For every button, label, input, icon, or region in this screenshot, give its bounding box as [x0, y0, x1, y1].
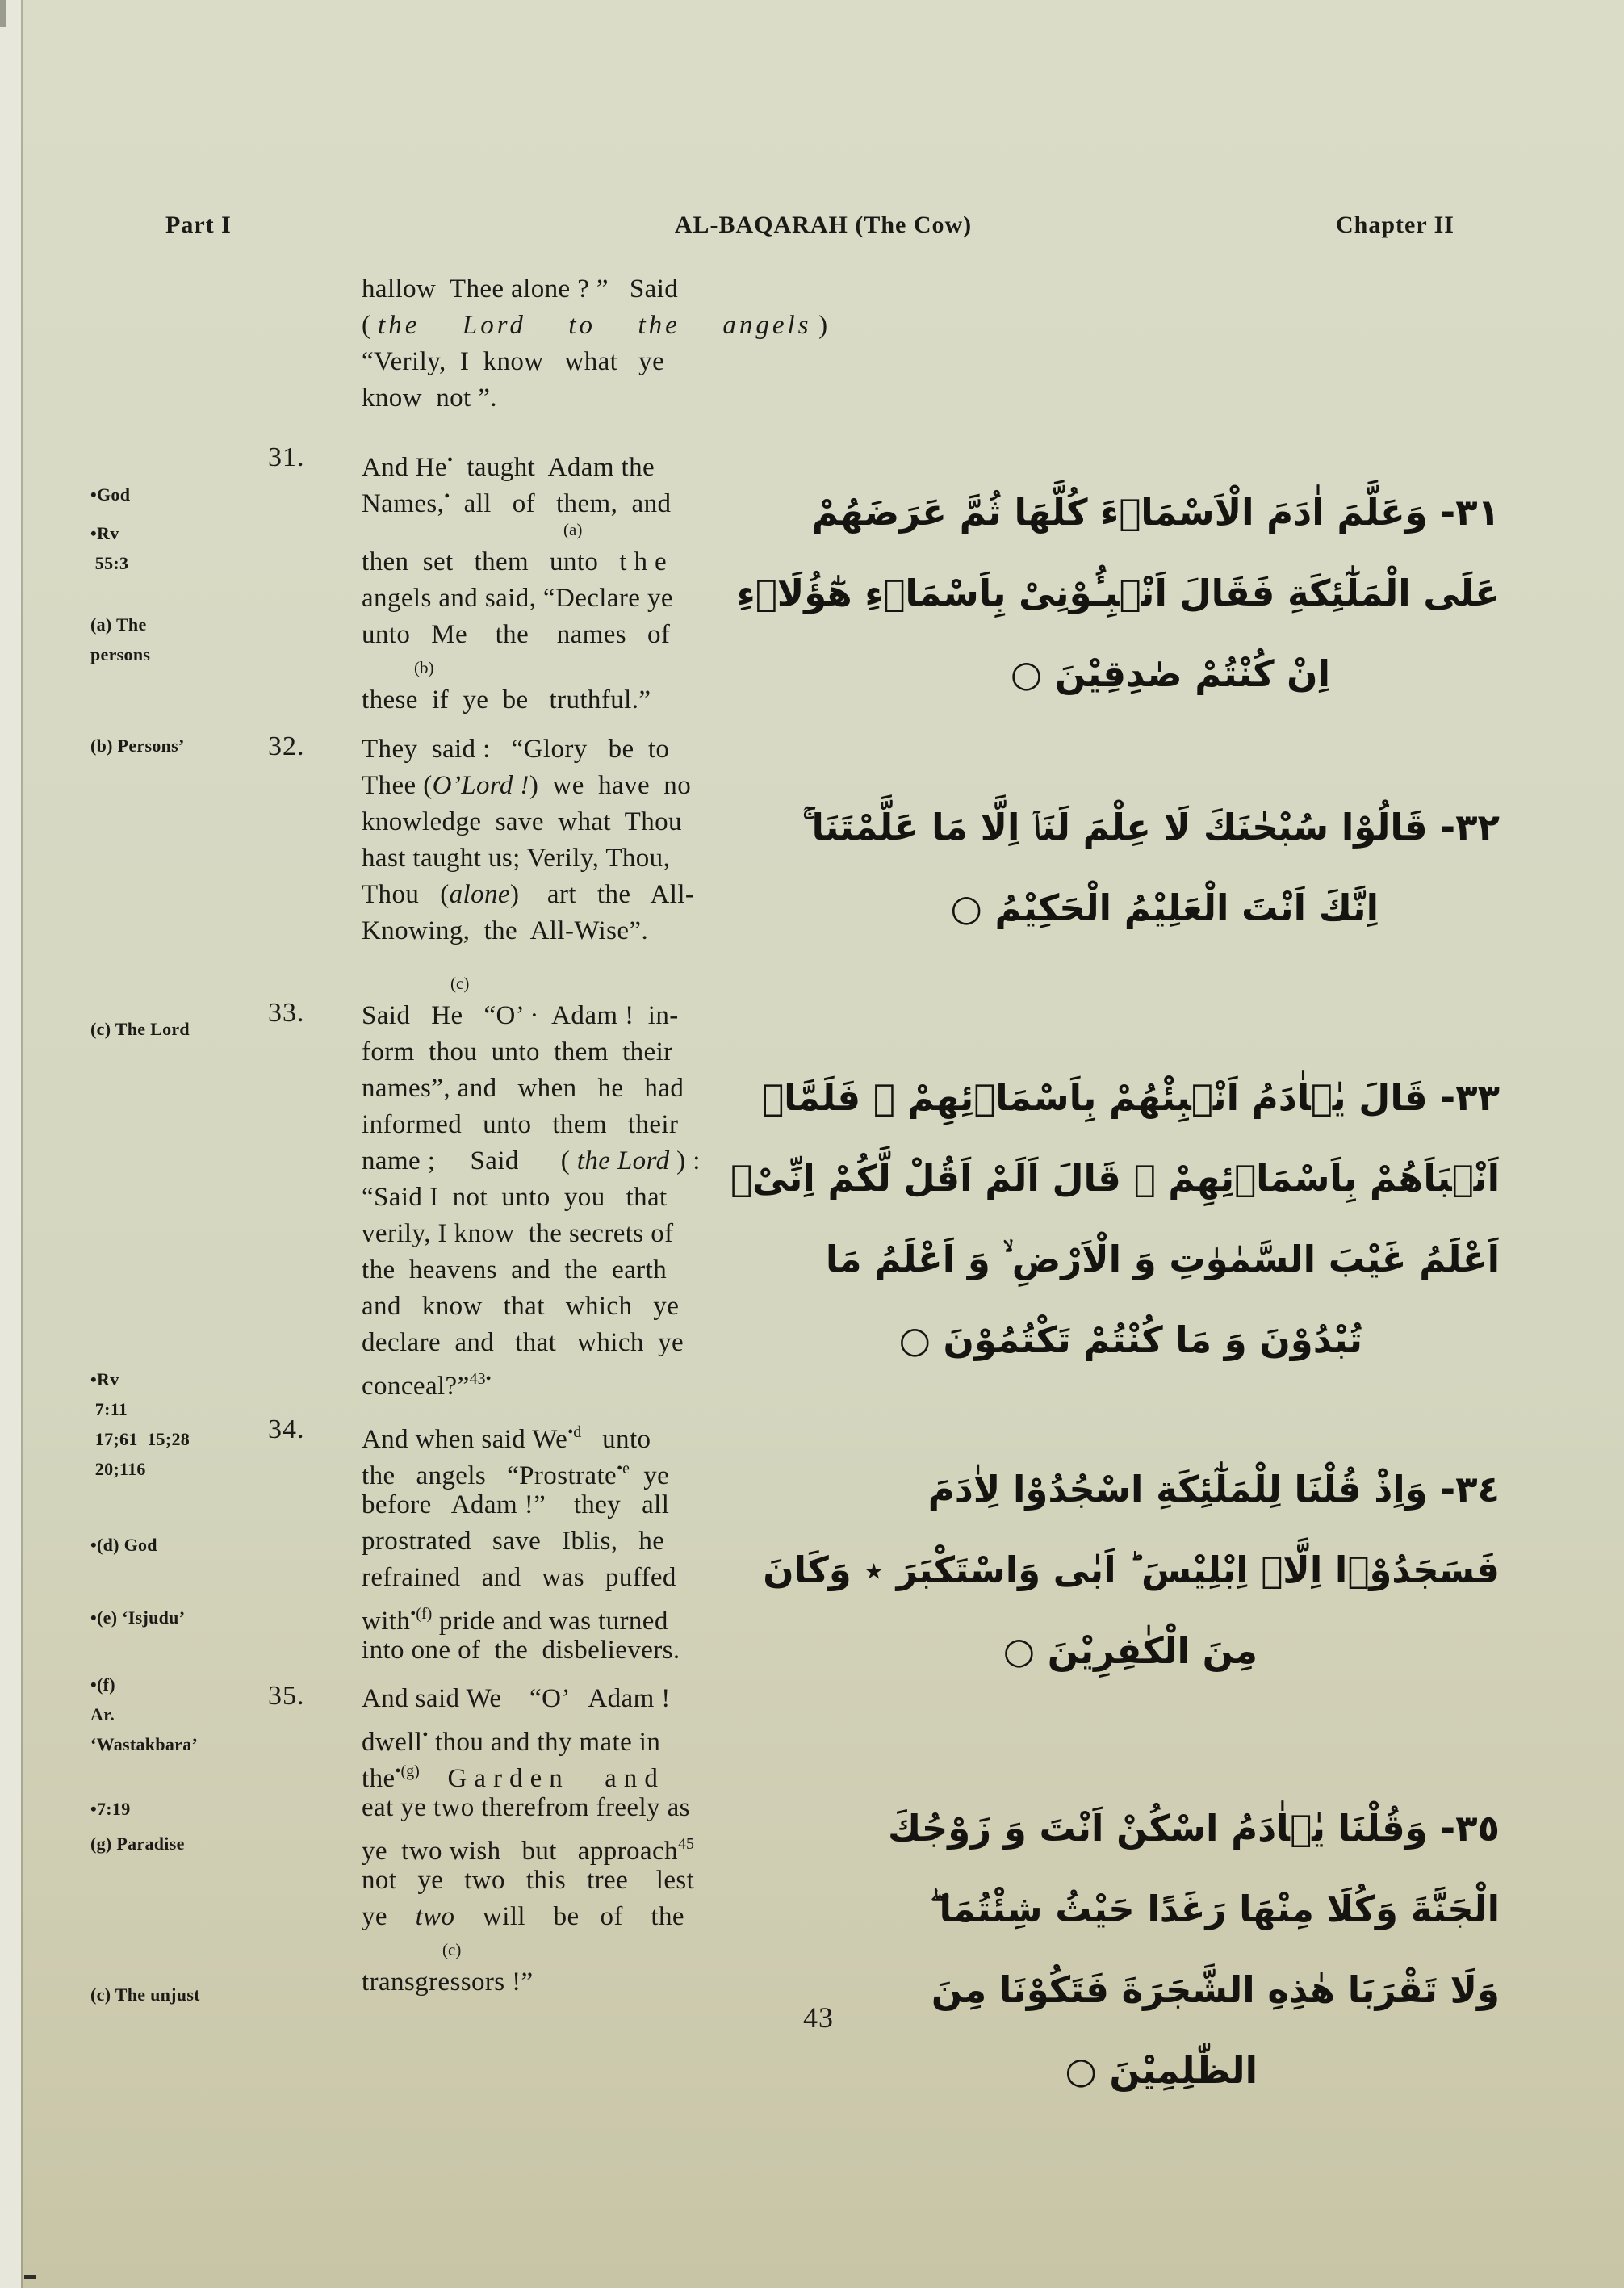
surah-name-translation: (The Cow): [855, 212, 973, 238]
english-text-segment: pride and was turned: [432, 1607, 668, 1636]
margin-note-line: •God: [90, 484, 131, 505]
english-text-line: know not ”.: [362, 383, 497, 413]
english-text-line: [362, 479, 870, 518]
surah-name: AL-BAQARAH: [674, 212, 848, 238]
english-text-line: [362, 308, 870, 344]
margin-note-line: •(f): [90, 1674, 115, 1695]
english-text-line: “Said I not unto you that: [362, 1183, 668, 1212]
english-text-line: [362, 768, 870, 804]
english-text-segment: the: [362, 1764, 396, 1793]
english-text-line: [362, 1754, 870, 1793]
interlinear-note-marker: (c): [442, 1940, 462, 1959]
english-text-line: [362, 1826, 870, 1866]
footnote-marker: •: [422, 1726, 429, 1744]
arabic-text-line: ٣٣- قَالَ يٰۤاٰدَمُ اَنْۢبِئْهُمْ بِاَسْمَاۤئِهِمْ ۚ فَلَمَّاۤ: [762, 1076, 1500, 1119]
arabic-verse-block: [802, 787, 1500, 949]
english-text-line: declare and that which ye: [362, 1328, 684, 1357]
english-text-segment: will be of the: [454, 1902, 684, 1931]
english-text-segment: with: [362, 1607, 411, 1636]
english-text-segment: (: [362, 311, 379, 340]
english-text-line: [362, 1361, 870, 1401]
arabic-text-line: اِنَّكَ اَنْتَ الْعَلِيْمُ الْحَكِيْمُ ○: [950, 886, 1379, 929]
english-text-line: [362, 1414, 870, 1454]
margin-note-line: Ar.: [90, 1704, 115, 1724]
english-text-line: And said We “O’ Adam !: [362, 1684, 671, 1713]
margin-note-line: (b) Persons’: [90, 735, 185, 756]
arabic-text-line: تُبْدُوْنَ وَ مَا كُنْتُمْ تَكْتُمُوْنَ ○: [898, 1318, 1362, 1361]
english-text-line: [362, 1717, 870, 1757]
footnote-marker: •(g): [395, 1762, 420, 1780]
margin-note-line: (a) The: [90, 614, 147, 635]
english-text-line: transgressors !”: [362, 1967, 534, 1997]
english-text-segment: ) art the All-: [509, 880, 695, 909]
english-text-line: these if ye be truthful.”: [362, 685, 651, 714]
english-text-segment: unto: [581, 1425, 651, 1454]
arabic-text-line: مِنَ الْكٰفِرِيْنَ ○: [1002, 1629, 1258, 1672]
english-text-line: [362, 442, 870, 482]
margin-note-line: •(d) God: [90, 1535, 157, 1555]
english-text-line: They said : “Glory be to: [362, 735, 670, 764]
english-text-line: verily, I know the secrets of: [362, 1219, 674, 1248]
footnote-marker: •d: [567, 1423, 582, 1441]
margin-note-line: (c) The unjust: [90, 1984, 200, 2005]
english-text-segment: the Lord to the angels: [378, 311, 812, 340]
english-text-line: names”, and when he had: [362, 1074, 684, 1103]
english-text-segment: Thou (: [362, 880, 450, 909]
arabic-text-line: ٣٢- قَالُوْا سُبْحٰنَكَ لَا عِلْمَ لَنَاۤ اِلَّا مَا عَلَّمْتَنَا ۚ: [802, 806, 1500, 849]
english-text-segment: And He: [362, 453, 447, 482]
english-text-segment: Thee (: [362, 771, 433, 800]
english-text-line: Said He “O’ · Adam ! in-: [362, 1001, 679, 1030]
arabic-text-line: عَلَى الْمَلٰٓئِكَةِ فَقَالَ اَنْۢبِـُٔوْنِىْ بِاَسْمَاۤءِ هٰٓؤُلَاۤءِ: [736, 572, 1500, 614]
verse-number: 33.: [268, 998, 305, 1028]
header-part-label: Part I: [165, 212, 232, 238]
english-text-line: Knowing, the All-Wise”.: [362, 916, 649, 945]
english-text-line: angels and said, “Declare ye: [362, 584, 673, 613]
english-text-segment: taught Adam the: [452, 453, 655, 482]
verse-number: 35.: [268, 1681, 305, 1711]
margin-note-line: 7:11: [90, 1399, 128, 1419]
english-text-line: knowledge save what Thou: [362, 807, 682, 836]
margin-note-line: •7:19: [90, 1799, 131, 1819]
verse-number: 31.: [268, 442, 305, 472]
margin-note-line: 17;61 15;28: [90, 1429, 190, 1449]
english-text-line: eat ye two therefrom freely as: [362, 1793, 690, 1822]
english-verse-block: [362, 731, 870, 949]
english-text-line: informed unto them their: [362, 1110, 679, 1139]
english-text-line: into one of the disbelievers.: [362, 1636, 680, 1665]
english-text-segment: two: [415, 1902, 455, 1931]
english-text-line: [362, 877, 870, 913]
arabic-text-line: ٣٤- وَاِذْ قُلْنَا لِلْمَلٰٓئِكَةِ اسْجُدُوْا لِاٰدَمَ: [927, 1468, 1500, 1511]
english-text-segment: Names,: [362, 489, 445, 518]
verse-number: 32.: [268, 731, 305, 761]
english-text-segment: the Lord: [576, 1146, 670, 1175]
english-text-line: form thou unto them their: [362, 1037, 673, 1066]
margin-note-line: (c) The Lord: [90, 1019, 190, 1039]
arabic-text-line: الظّٰلِمِيْنَ ○: [1065, 2049, 1258, 2092]
margin-note-line: persons: [90, 644, 151, 664]
arabic-text-line: الْجَنَّةَ وَكُلَا مِنْهَا رَغَدًا حَيْثُ شِئْتُمَا ۖ: [930, 1888, 1500, 1930]
english-text-line: refrained and was puffed: [362, 1563, 676, 1592]
arabic-verse-block: [730, 1058, 1500, 1381]
arabic-text-line: ٣١- وَعَلَّمَ اٰدَمَ الْاَسْمَاۤءَ كُلَّهَا ثُمَّ عَرَضَهُمْ: [811, 491, 1500, 534]
english-text-line: not ye two this tree lest: [362, 1866, 695, 1895]
english-text-segment: G a r d e n a n d: [419, 1764, 659, 1793]
page-number: 43: [803, 2001, 834, 2034]
english-text-segment: name ; Said (: [362, 1146, 577, 1175]
arabic-text-line: اَنْۢبَاَهُمْ بِاَسْمَاۤئِهِمْ ۙ قَالَ اَلَمْ اَقُلْ لَّكُمْ اِنِّىْۤ: [730, 1157, 1500, 1200]
footnote-marker: •: [446, 451, 453, 469]
arabic-text-line: وَلَا تَقْرَبَا هٰذِهِ الشَّجَرَةَ فَتَكُوْنَا مِنَ: [931, 1968, 1500, 2011]
english-text-line: before Adam !” they all: [362, 1490, 670, 1519]
margin-note-line: (g) Paradise: [90, 1833, 185, 1854]
arabic-verse-block: [846, 1788, 1500, 2111]
footnote-marker: 43•: [469, 1370, 492, 1388]
english-text-segment: ) we have no: [529, 771, 692, 800]
english-text-line: then set them unto t h e: [362, 547, 668, 576]
margin-note-line: ‘Wastakbara’: [90, 1734, 199, 1754]
verse-continuation-block: [362, 271, 870, 417]
english-text-segment: alone: [449, 880, 510, 909]
english-text-line: unto Me the names of: [362, 620, 671, 649]
english-text-segment: the angels “Prostrate: [362, 1461, 617, 1490]
english-verse-block: [362, 1681, 870, 2001]
arabic-text-line: اَعْلَمُ غَيْبَ السَّمٰوٰتِ وَ الْاَرْضِ ۙ وَ اَعْلَمُ مَا: [825, 1238, 1500, 1280]
footnote-marker: •(f): [410, 1605, 433, 1623]
interlinear-note-marker: (c): [450, 974, 470, 993]
margin-note-line: •(e) ‘Isjudu’: [90, 1607, 186, 1628]
english-text-segment: thou and thy mate in: [428, 1728, 661, 1757]
footnote-marker: •e: [617, 1460, 630, 1477]
interlinear-note-marker: (a): [563, 520, 583, 539]
english-text-segment: conceal?”: [362, 1372, 470, 1401]
arabic-verse-block: [763, 1449, 1500, 1691]
english-text-segment: And when said We: [362, 1425, 568, 1454]
verse-number: 34.: [268, 1414, 305, 1444]
english-text-line: hallow Thee alone ? ” Said: [362, 274, 679, 304]
margin-note-line: •Rv: [90, 1369, 119, 1389]
interlinear-note-marker: (b): [414, 658, 434, 677]
arabic-text-line: ٣٥- وَقُلْنَا يٰۤاٰدَمُ اسْكُنْ اَنْتَ وَ زَوْجُكَ: [887, 1807, 1500, 1850]
english-text-line: [362, 1451, 870, 1490]
header-chapter-label: Chapter II: [1336, 212, 1454, 238]
english-text-segment: all of them, and: [450, 489, 672, 518]
margin-note-line: 20;116: [90, 1459, 146, 1479]
margin-note-line: 55:3: [90, 553, 129, 573]
english-text-line: hast taught us; Verily, Thou,: [362, 844, 671, 873]
english-text-line: and know that which ye: [362, 1292, 680, 1321]
english-text-segment: ye: [629, 1461, 670, 1490]
english-text-line: prostrated save Iblis, he: [362, 1527, 665, 1556]
english-text-line: “Verily, I know what ye: [362, 347, 665, 376]
arabic-verse-block: [736, 472, 1500, 714]
footnote-marker: •: [444, 488, 450, 505]
english-text-segment: O’Lord !: [432, 771, 529, 800]
english-text-segment: ): [811, 311, 828, 340]
english-text-line: the heavens and the earth: [362, 1255, 668, 1284]
arabic-text-line: فَسَجَدُوْۤا اِلَّاۤ اِبْلِيْسَ ؕ اَبٰى وَاسْتَكْبَرَ ٭ وَكَانَ: [763, 1548, 1500, 1591]
footnote-marker: 45: [677, 1835, 694, 1853]
english-text-line: [362, 1899, 870, 1935]
english-text-segment: ) :: [669, 1146, 701, 1175]
english-text-segment: ye two wish but approach: [362, 1837, 678, 1866]
arabic-text-line: اِنْ كُنْتُمْ صٰدِقِيْنَ ○: [1010, 652, 1330, 695]
margin-note-line: •Rv: [90, 523, 119, 543]
english-text-segment: ye: [362, 1902, 416, 1931]
english-text-segment: dwell: [362, 1728, 423, 1757]
